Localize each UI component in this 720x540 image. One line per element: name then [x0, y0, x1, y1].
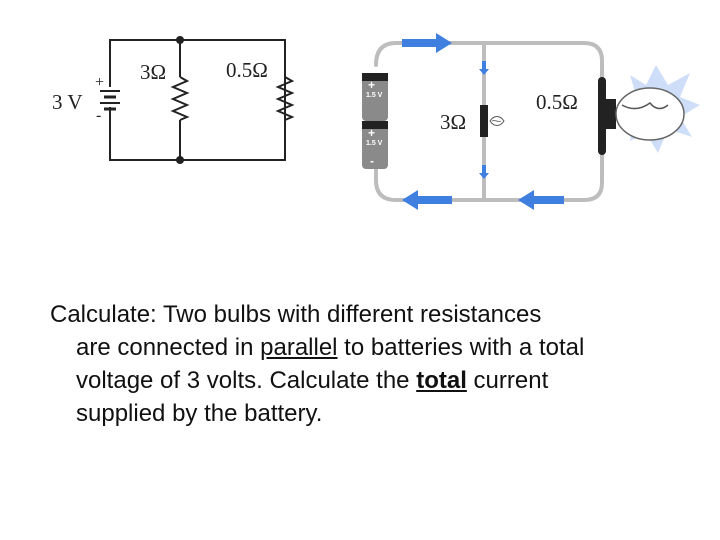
battery-symbol	[100, 91, 120, 109]
cell-bottom-label: 1.5 V	[366, 140, 383, 147]
arrow-bottom-left-1	[402, 190, 452, 210]
battery-voltage-label: 3 V	[52, 90, 83, 114]
cell-top-label: 1.5 V	[366, 92, 383, 99]
cell-top-plus: +	[368, 78, 376, 92]
arrow-top-right	[402, 33, 452, 53]
problem-line-1: Calculate: Two bulbs with different resistances	[50, 301, 542, 328]
bulb-3-ohm-label: 3Ω	[440, 110, 467, 134]
line3-text-end: current	[466, 367, 549, 394]
pictorial-wires	[376, 43, 602, 200]
problem-line-2	[50, 331, 690, 364]
line2-text-end: to batteries with a total	[337, 334, 585, 361]
line2-text-start: are connected in	[76, 334, 261, 361]
arrow-small-down-1	[479, 61, 489, 75]
cell-minus: -	[370, 154, 374, 168]
circuit-schematic	[40, 25, 310, 175]
resistor-3-ohm	[173, 77, 187, 120]
cell-bottom-plus: +	[368, 126, 376, 140]
battery-plus-sign: +	[95, 74, 105, 91]
resistor-3-ohm-label: 3Ω	[140, 60, 167, 84]
problem-statement	[50, 298, 690, 430]
problem-line-3	[50, 364, 690, 397]
resistor-0-5-ohm-label: 0.5Ω	[226, 58, 268, 82]
problem-line-4: supplied by the battery.	[76, 400, 323, 427]
battery-minus-sign: -	[96, 107, 102, 124]
line3-text-start: voltage of 3 volts. Calculate the	[76, 367, 417, 394]
circuit-pictorial	[340, 25, 700, 225]
bulb-3-ohm	[480, 105, 504, 137]
arrow-small-down-2	[479, 165, 489, 179]
arrow-bottom-left-2	[518, 190, 564, 210]
bulb-0-5-ohm-label: 0.5Ω	[536, 90, 578, 114]
term-total: total	[416, 367, 467, 394]
term-parallel: parallel	[260, 334, 338, 361]
junction-dot-bottom	[176, 156, 184, 164]
junction-dot-top	[176, 36, 184, 44]
